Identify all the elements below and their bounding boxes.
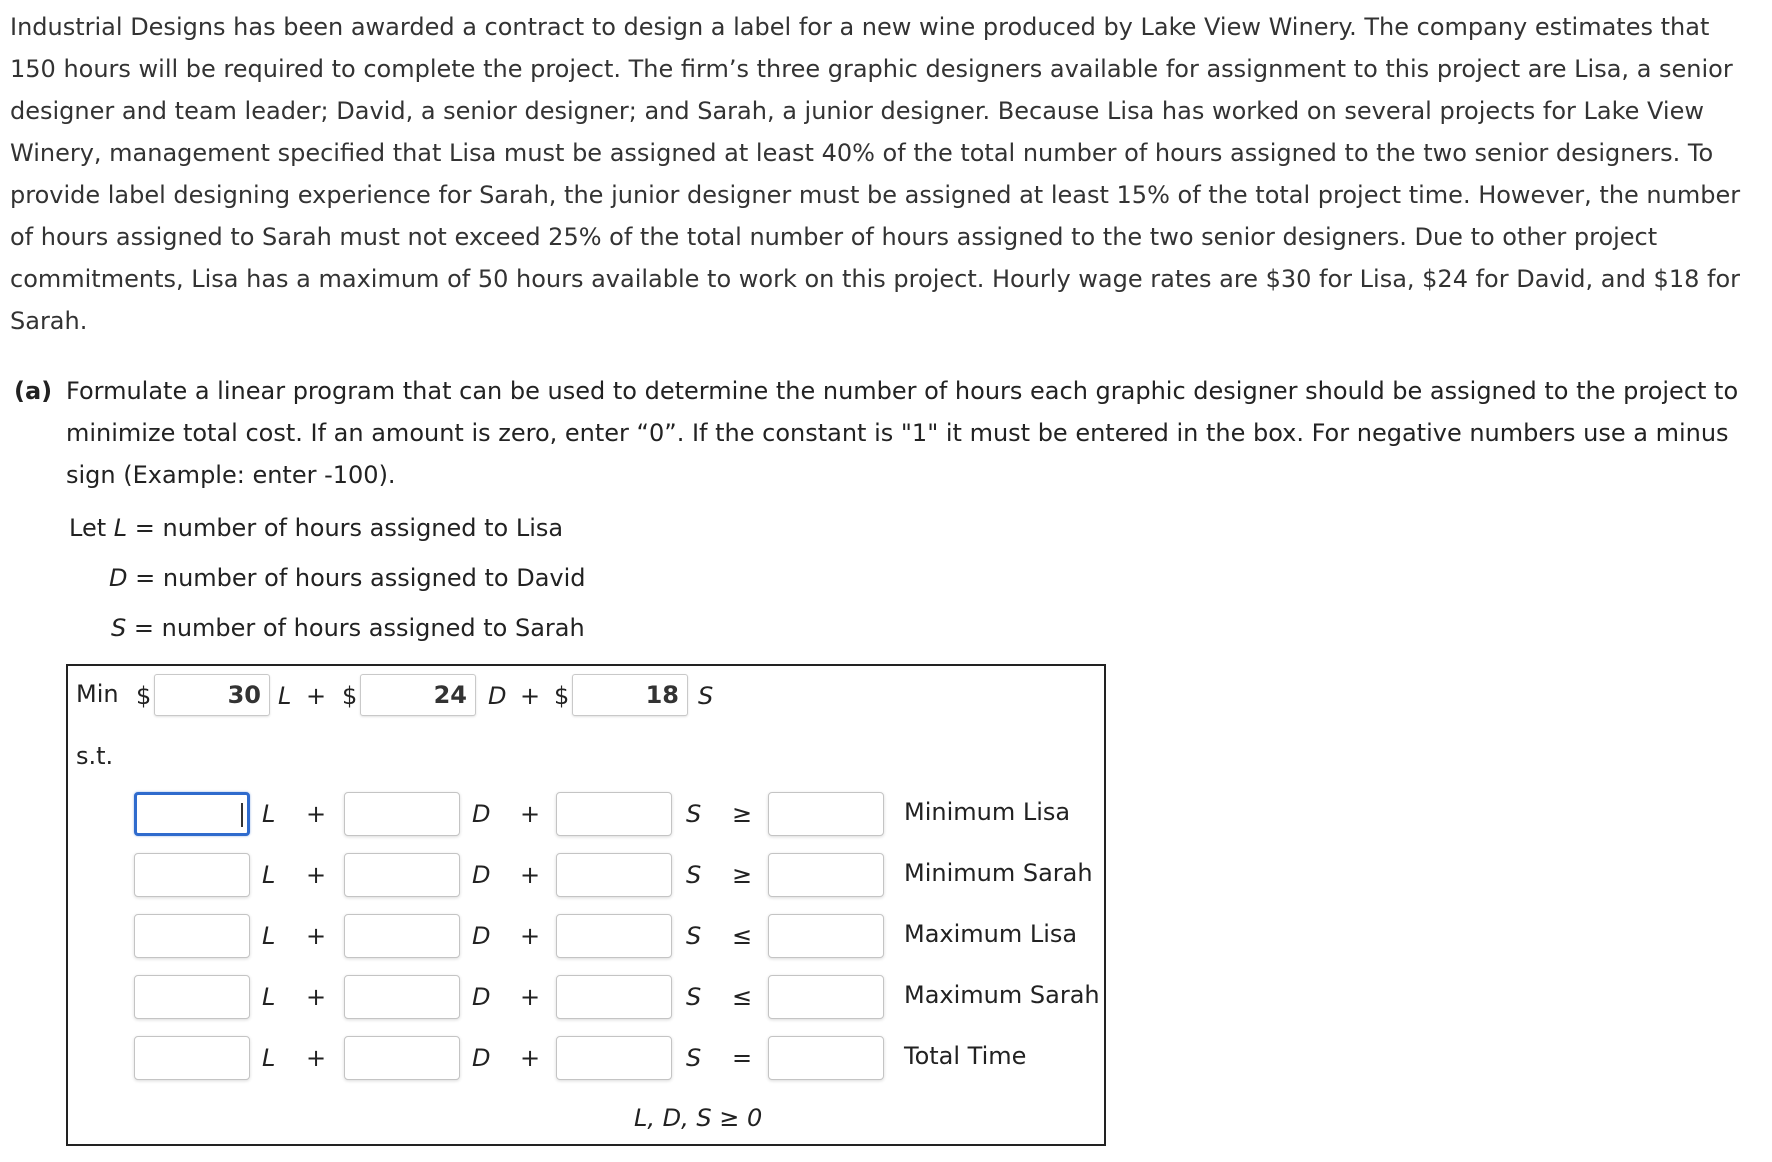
var-L: L bbox=[262, 922, 276, 950]
var-S: S bbox=[686, 983, 702, 1011]
objective-L-var: L bbox=[278, 682, 292, 710]
constraint-row-total-time bbox=[68, 1036, 1104, 1086]
constraint-5-L-input[interactable] bbox=[134, 1036, 250, 1080]
dollar-sign: $ bbox=[554, 682, 570, 710]
var-L: L bbox=[262, 1044, 276, 1072]
constraint-1-rhs-input[interactable] bbox=[768, 792, 884, 836]
relation-symbol: ≥ bbox=[732, 800, 753, 828]
constraint-2-D-input[interactable] bbox=[344, 853, 460, 897]
constraint-3-L-input[interactable] bbox=[134, 914, 250, 958]
var-def-S: = number of hours assigned to Sarah bbox=[133, 614, 585, 642]
relation-symbol: ≤ bbox=[732, 922, 753, 950]
part-a-instructions bbox=[14, 370, 1754, 496]
constraint-4-S-input[interactable] bbox=[556, 975, 672, 1019]
constraint-1-S-input[interactable] bbox=[556, 792, 672, 836]
var-def-L: = number of hours assigned to Lisa bbox=[134, 514, 564, 542]
dollar-sign: $ bbox=[342, 682, 358, 710]
plus-sign: + bbox=[306, 983, 327, 1011]
objective-D-coefficient[interactable]: 24 bbox=[360, 674, 476, 716]
var-L: L bbox=[262, 800, 276, 828]
objective-D-var: D bbox=[488, 682, 507, 710]
problem-statement: Industrial Designs has been awarded a contract to design a label for a new wine produced by Lake View Winery. The company estimates that 150 hours will be required to complete the project. The firm’s three graphic designers available for assignment to this project are Lisa, a senior designer and team leader; David, a senior designer; and Sarah, a junior designer. Because Lisa has worked on several projects for Lake View Winery, management specified that Lisa must be assigned at least 40% of the total number of hours assigned to the two senior designers. To provide label designing experience for Sarah, the junior designer must be assigned at least 15% of the total project time. However, the number of hours assigned to Sarah must not exceed 25% of the total number of hours assigned to the two senior designers. Due to other project commitments, Lisa has a maximum of 50 hours available to work on this project. Hourly wage rates are $30 for Lisa, $24 for David, and $18 for Sarah. bbox=[10, 13, 1741, 335]
plus-sign: + bbox=[306, 800, 327, 828]
constraint-5-S-input[interactable] bbox=[556, 1036, 672, 1080]
let-prefix: Let bbox=[69, 514, 107, 542]
plus-sign: + bbox=[306, 922, 327, 950]
var-S: S bbox=[686, 861, 702, 889]
var-symbol-L: L bbox=[113, 514, 128, 542]
constraint-1-L-input[interactable] bbox=[134, 792, 250, 836]
constraint-1-D-input[interactable] bbox=[344, 792, 460, 836]
var-symbol-S: S bbox=[111, 614, 127, 642]
constraint-row-minimum-sarah bbox=[68, 853, 1104, 903]
nonnegativity-constraint: L, D, S ≥ 0 bbox=[634, 1104, 763, 1132]
plus-sign: + bbox=[306, 1044, 327, 1072]
text-caret bbox=[241, 803, 243, 827]
constraint-3-rhs-input[interactable] bbox=[768, 914, 884, 958]
variable-def-D bbox=[109, 564, 586, 592]
constraint-row-minimum-lisa bbox=[68, 792, 1104, 842]
relation-symbol: = bbox=[732, 1044, 753, 1072]
var-S: S bbox=[686, 1044, 702, 1072]
var-D: D bbox=[472, 800, 491, 828]
constraint-name: Minimum Lisa bbox=[904, 798, 1071, 826]
var-symbol-D: D bbox=[109, 564, 128, 592]
plus-sign: + bbox=[306, 861, 327, 889]
var-D: D bbox=[472, 922, 491, 950]
constraint-3-S-input[interactable] bbox=[556, 914, 672, 958]
constraint-5-D-input[interactable] bbox=[344, 1036, 460, 1080]
objective-S-coefficient[interactable]: 18 bbox=[572, 674, 688, 716]
constraint-2-S-input[interactable] bbox=[556, 853, 672, 897]
plus-sign: + bbox=[520, 983, 541, 1011]
plus-sign: + bbox=[520, 1044, 541, 1072]
plus-sign: + bbox=[520, 922, 541, 950]
var-D: D bbox=[472, 983, 491, 1011]
constraint-4-L-input[interactable] bbox=[134, 975, 250, 1019]
plus-sign: + bbox=[520, 682, 541, 710]
constraint-2-L-input[interactable] bbox=[134, 853, 250, 897]
objective-S-var: S bbox=[698, 682, 714, 710]
var-L: L bbox=[262, 861, 276, 889]
objective-L-coefficient[interactable]: 30 bbox=[154, 674, 270, 716]
constraint-3-D-input[interactable] bbox=[344, 914, 460, 958]
relation-symbol: ≥ bbox=[732, 861, 753, 889]
constraint-2-rhs-input[interactable] bbox=[768, 853, 884, 897]
variable-def-S bbox=[111, 614, 585, 642]
var-def-D: = number of hours assigned to David bbox=[135, 564, 586, 592]
constraint-name: Minimum Sarah bbox=[904, 859, 1093, 887]
constraint-4-D-input[interactable] bbox=[344, 975, 460, 1019]
constraint-4-rhs-input[interactable] bbox=[768, 975, 884, 1019]
var-L: L bbox=[262, 983, 276, 1011]
plus-sign: + bbox=[520, 861, 541, 889]
part-a-text: Formulate a linear program that can be used to determine the number of hours each graphic designer should be assigned to the project to minimize total cost. If an amount is zero, enter “0”. If the constant is "1" it must be entered in the box. For negative numbers use a minus sign (Example: enter -100). bbox=[66, 377, 1739, 489]
min-label: Min bbox=[76, 680, 119, 708]
constraint-row-maximum-lisa bbox=[68, 914, 1104, 964]
variable-def-L bbox=[69, 514, 563, 542]
constraint-name: Total Time bbox=[904, 1042, 1027, 1070]
var-D: D bbox=[472, 861, 491, 889]
relation-symbol: ≤ bbox=[732, 983, 753, 1011]
part-a-label: (a) bbox=[14, 377, 53, 405]
plus-sign: + bbox=[306, 682, 327, 710]
lp-model-box bbox=[66, 664, 1106, 1146]
constraint-row-maximum-sarah bbox=[68, 975, 1104, 1025]
var-S: S bbox=[686, 800, 702, 828]
constraint-name: Maximum Sarah bbox=[904, 981, 1100, 1009]
subject-to-label: s.t. bbox=[76, 742, 114, 770]
constraint-name: Maximum Lisa bbox=[904, 920, 1078, 948]
var-S: S bbox=[686, 922, 702, 950]
var-D: D bbox=[472, 1044, 491, 1072]
dollar-sign: $ bbox=[136, 682, 152, 710]
plus-sign: + bbox=[520, 800, 541, 828]
constraint-5-rhs-input[interactable] bbox=[768, 1036, 884, 1080]
